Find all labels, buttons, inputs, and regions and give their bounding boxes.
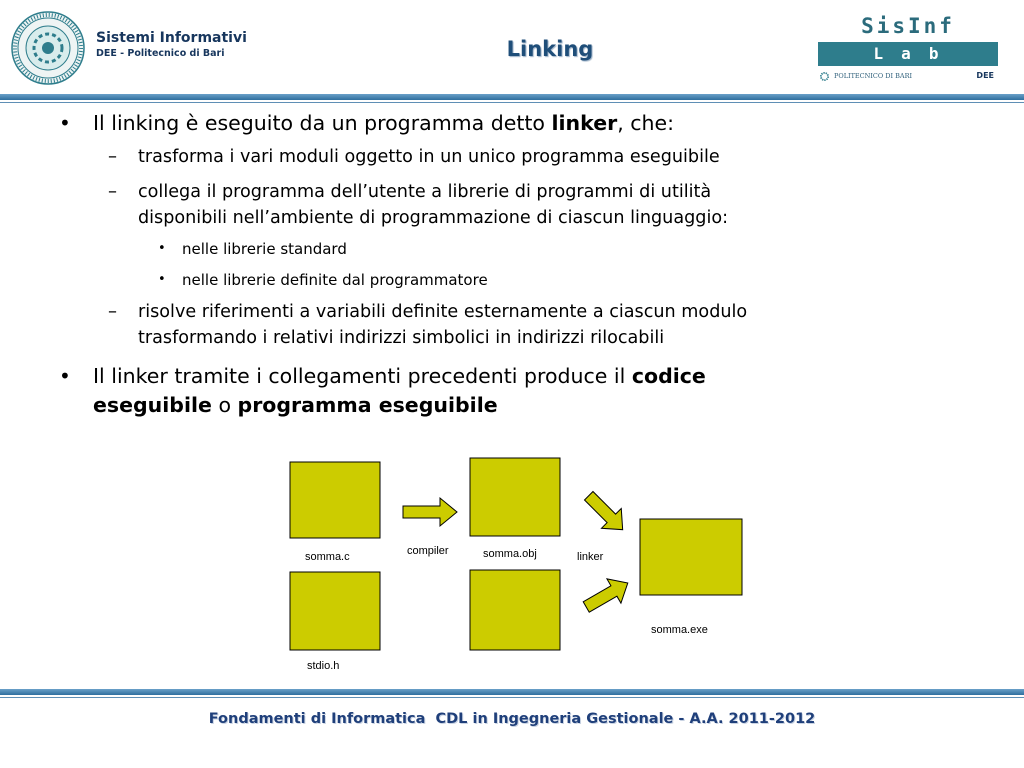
brand-subtitle: DEE - Politecnico di Bari — [96, 48, 225, 59]
bullet-marker: • — [158, 272, 166, 287]
dash-marker: – — [108, 146, 117, 167]
dash-marker: – — [108, 301, 117, 322]
gear-icon — [820, 72, 829, 81]
subbullet-trasforma: – trasforma i vari moduli oggetto in un unico programma eseguibile — [138, 144, 998, 170]
dee-label: DEE — [976, 71, 994, 80]
term-linker: linker — [551, 111, 618, 135]
bullet-marker: • — [158, 241, 166, 256]
footer-rule — [0, 689, 1024, 699]
somma-obj-box — [470, 458, 560, 536]
header-rule — [0, 94, 1024, 104]
somma-exe-label: somma.exe — [651, 624, 708, 636]
bullet-marker: • — [59, 111, 71, 135]
footer-text: Fondamenti di Informatica CDL in Ingegneria Gestionale - A.A. 2011-2012 — [208, 711, 816, 727]
brand-block — [96, 30, 247, 60]
library-obj-box — [470, 570, 560, 650]
subsubbullet-standard: • nelle librerie standard — [158, 240, 347, 258]
politecnico-label: POLITECNICO DI BARI — [834, 72, 913, 80]
compiler-label: compiler — [407, 545, 449, 557]
bullet-linking: • Il linking è eseguito da un programma detto linker, che: — [93, 109, 973, 138]
stdio-h-label: stdio.h — [307, 660, 340, 672]
subbullet-collega: – collega il programma dell’utente a librerie di programmi di utilità disponibili nell’ambiente di programmazione di ciascun linguaggio: — [108, 181, 729, 228]
subbullet-risolve: – risolve riferimenti a variabili definite esternamente a ciascun modulo trasformando i relativi indirizzi simbolici in indirizzi rilocabili — [108, 301, 748, 348]
slide-title: Linking — [506, 37, 594, 61]
sisinf-logo-bar: Lab — [818, 42, 998, 66]
brand-name: Sistemi Informativi — [96, 30, 247, 46]
bullet-marker: • — [59, 364, 71, 388]
bullet-codice-eseguibile: • Il linker tramite i collegamenti precedenti produce il codice eseguibile o programma eseguibile — [59, 364, 706, 417]
somma-c-label: somma.c — [305, 551, 350, 563]
sisinf-logo-footer — [818, 70, 998, 82]
sisinf-logo-top: SisInf — [861, 14, 955, 38]
compiler-arrow — [403, 498, 457, 526]
stdio-h-box — [290, 572, 380, 650]
somma-exe-box — [640, 519, 742, 595]
linker-arrow-down — [579, 486, 633, 540]
dash-marker: – — [108, 181, 117, 202]
linker-arrow-up — [579, 571, 635, 619]
subsubbullet-programmatore: • nelle librerie definite dal programmatore — [158, 271, 488, 289]
linker-label: linker — [577, 551, 604, 563]
term-programma-eseguibile: programma eseguibile — [237, 393, 498, 417]
somma-c-box — [290, 462, 380, 538]
sisinf-lab-logo — [818, 12, 998, 82]
somma-obj-label: somma.obj — [483, 548, 537, 560]
politecnico-seal-logo — [10, 10, 86, 86]
term-eseguibile: eseguibile — [93, 393, 212, 417]
term-codice: codice — [631, 364, 706, 388]
